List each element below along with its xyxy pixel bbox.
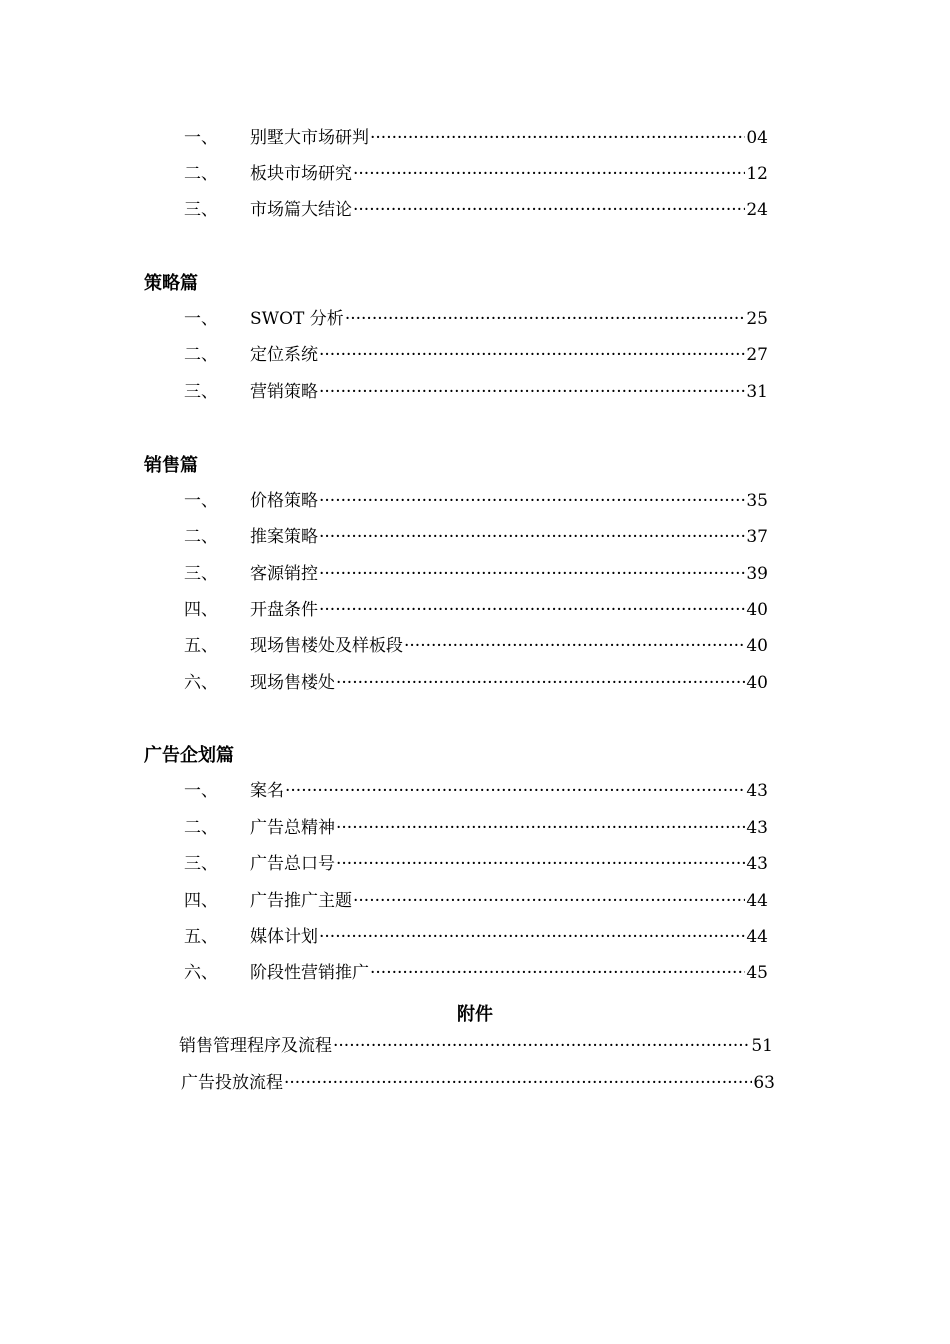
entry-number: 五、 [184, 636, 218, 656]
dot-leader [319, 343, 745, 367]
section-heading-ads: 广告企划篇 [144, 745, 234, 766]
entry-number: 三、 [184, 564, 218, 584]
toc-entry [184, 162, 768, 186]
entry-title: 广告总精神 [250, 818, 335, 838]
dot-leader [285, 779, 745, 803]
dot-leader [370, 961, 745, 985]
entry-title: 市场篇大结论 [250, 200, 352, 220]
entry-page: 51 [751, 1036, 773, 1056]
entry-title: 现场售楼处 [250, 673, 335, 693]
dot-leader [284, 1071, 752, 1095]
dot-leader [319, 489, 745, 513]
entry-page: 43 [746, 818, 768, 838]
toc-entry [184, 343, 768, 367]
entry-page: 40 [746, 636, 768, 656]
entry-number: 三、 [184, 382, 218, 402]
toc-entry [184, 852, 768, 876]
entry-title: 广告总口号 [250, 854, 335, 874]
entry-title: 广告推广主题 [250, 891, 352, 911]
entry-page: 27 [746, 345, 768, 365]
entry-number: 三、 [184, 854, 218, 874]
entry-number: 四、 [184, 891, 218, 911]
dot-leader [353, 198, 745, 222]
entry-page: 63 [753, 1073, 775, 1093]
toc-entry [184, 671, 768, 695]
entry-title: 价格策略 [250, 491, 318, 511]
entry-number: 六、 [184, 673, 218, 693]
toc-entry [184, 925, 768, 949]
entry-title: 客源销控 [250, 564, 318, 584]
dot-leader [370, 126, 745, 150]
entry-title: 现场售楼处及样板段 [250, 636, 403, 656]
dot-leader [353, 162, 745, 186]
toc-entry [184, 525, 768, 549]
entry-title: 定位系统 [250, 345, 318, 365]
appendix-entry [181, 1071, 775, 1095]
toc-entry [184, 307, 768, 331]
entry-title: 阶段性营销推广 [250, 963, 369, 983]
entry-page: 25 [746, 309, 768, 329]
dot-leader [345, 307, 746, 331]
entry-number: 三、 [184, 200, 218, 220]
entry-number: 五、 [184, 927, 218, 947]
entry-number: 一、 [184, 309, 218, 329]
toc-entry [184, 634, 768, 658]
appendix-entry [179, 1034, 773, 1058]
entry-title: 推案策略 [250, 527, 318, 547]
entry-page: 40 [746, 673, 768, 693]
toc-entry [184, 598, 768, 622]
dot-leader [319, 525, 745, 549]
entry-title: 别墅大市场研判 [250, 128, 369, 148]
entry-page: 35 [746, 491, 768, 511]
dot-leader [319, 380, 745, 404]
entry-page: 39 [746, 564, 768, 584]
entry-page: 45 [746, 963, 768, 983]
entry-page: 40 [746, 600, 768, 620]
entry-title: 广告投放流程 [181, 1073, 283, 1093]
dot-leader [319, 598, 745, 622]
section-heading-strategy: 策略篇 [144, 273, 198, 294]
toc-entry [184, 816, 768, 840]
toc-entry [184, 889, 768, 913]
dot-leader [353, 889, 745, 913]
entry-title: 营销策略 [250, 382, 318, 402]
entry-number: 一、 [184, 781, 218, 801]
entry-page: 31 [746, 382, 768, 402]
entry-number: 四、 [184, 600, 218, 620]
entry-title: 开盘条件 [250, 600, 318, 620]
dot-leader [333, 1034, 750, 1058]
toc-entry [184, 779, 768, 803]
entry-title: 销售管理程序及流程 [179, 1036, 332, 1056]
entry-title: 媒体计划 [250, 927, 318, 947]
dot-leader [404, 634, 745, 658]
entry-number: 六、 [184, 963, 218, 983]
entry-number: 一、 [184, 128, 218, 148]
entry-number: 一、 [184, 491, 218, 511]
toc-entry [184, 198, 768, 222]
section-heading-sales: 销售篇 [144, 455, 198, 476]
dot-leader [319, 562, 745, 586]
toc-entry [184, 489, 768, 513]
toc-entry [184, 961, 768, 985]
entry-title: SWOT 分析 [250, 309, 344, 329]
entry-page: 43 [746, 781, 768, 801]
entry-number: 二、 [184, 345, 218, 365]
entry-number: 二、 [184, 527, 218, 547]
dot-leader [336, 816, 745, 840]
entry-title: 板块市场研究 [250, 164, 352, 184]
entry-page: 44 [746, 891, 768, 911]
appendix-heading: 附件 [457, 1004, 493, 1025]
toc-entry [184, 126, 768, 150]
dot-leader [336, 852, 745, 876]
toc-entry [184, 562, 768, 586]
entry-page: 04 [746, 128, 768, 148]
entry-title: 案名 [250, 781, 284, 801]
entry-number: 二、 [184, 818, 218, 838]
entry-page: 43 [746, 854, 768, 874]
dot-leader [319, 925, 745, 949]
entry-page: 44 [746, 927, 768, 947]
entry-page: 24 [746, 200, 768, 220]
dot-leader [336, 671, 745, 695]
entry-number: 二、 [184, 164, 218, 184]
entry-page: 37 [746, 527, 768, 547]
entry-page: 12 [746, 164, 768, 184]
toc-entry [184, 380, 768, 404]
